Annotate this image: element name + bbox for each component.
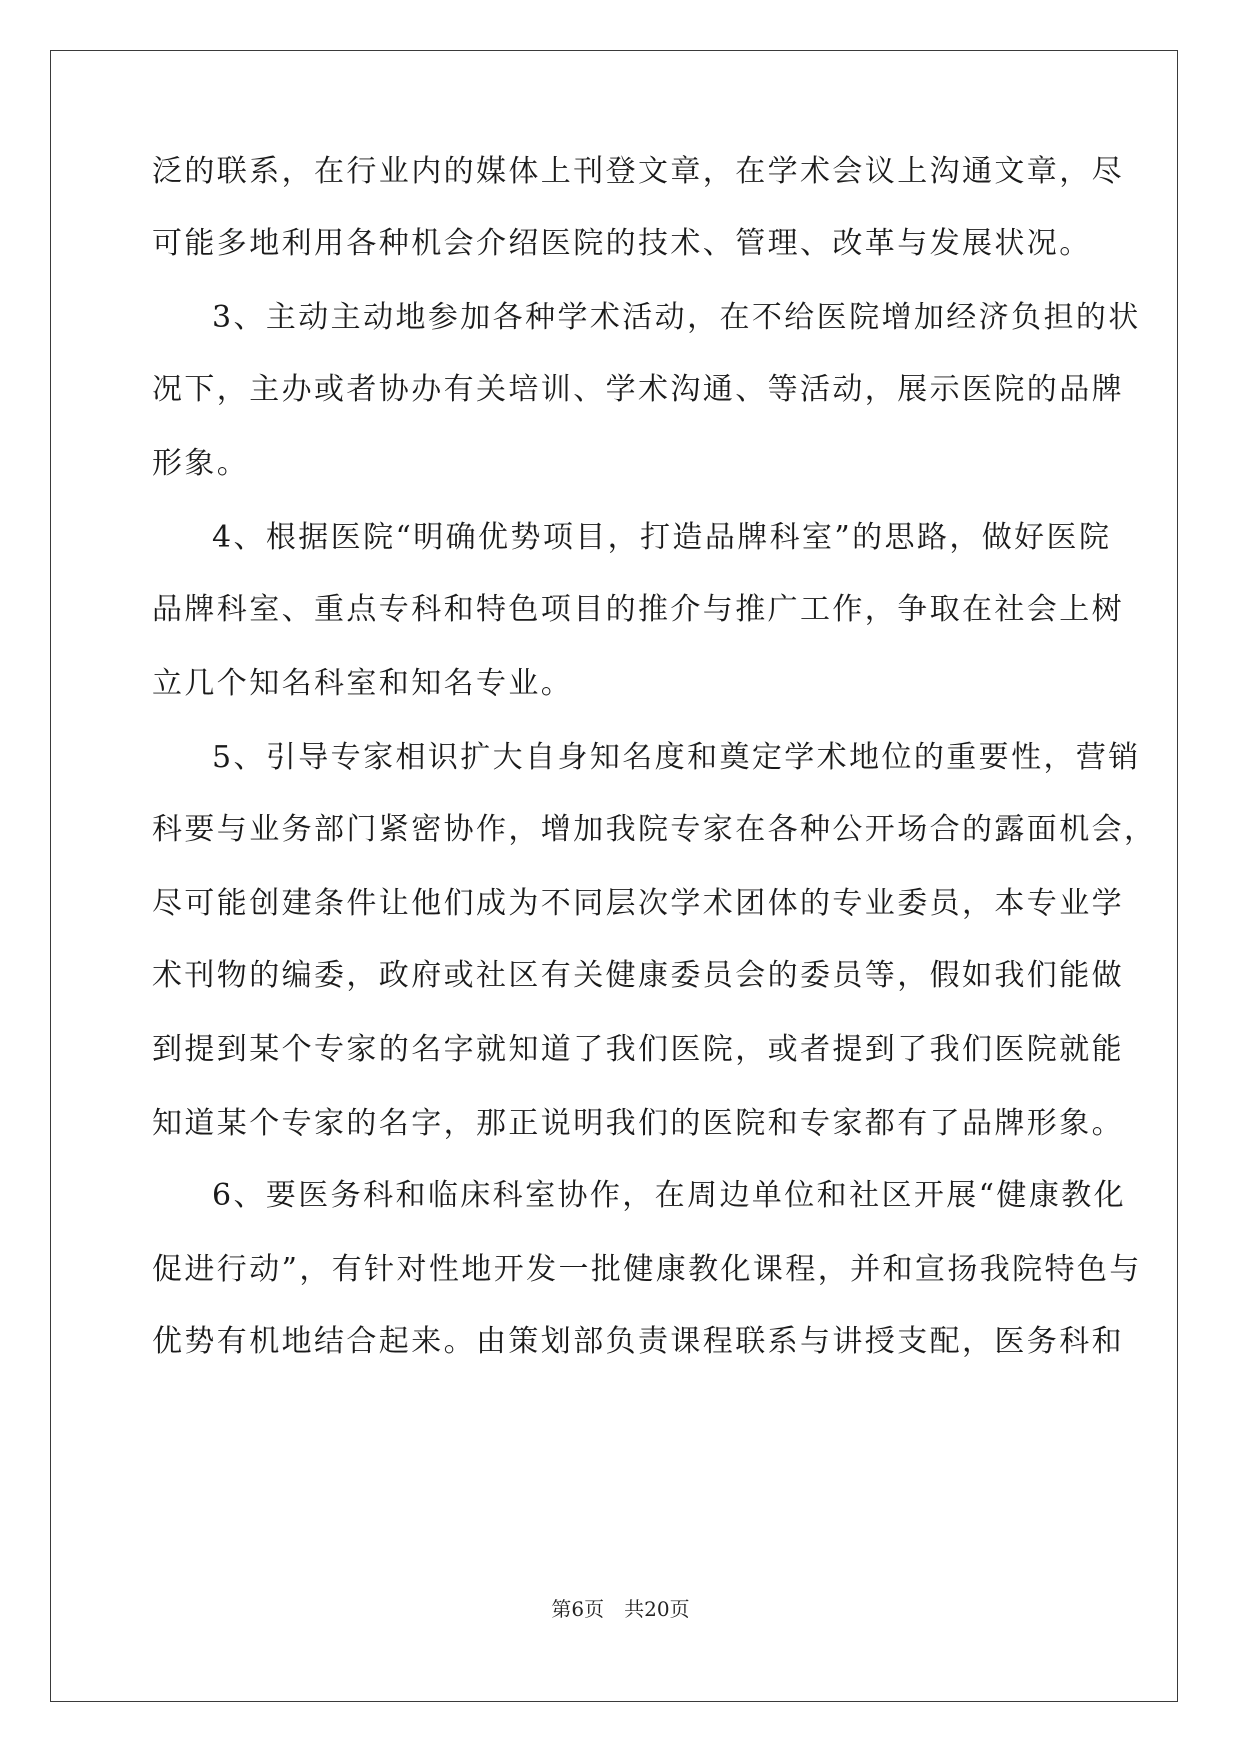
text-line: 立几个知名科室和知名专业。 [152, 666, 574, 701]
text-line: 形象。 [152, 446, 250, 481]
text-line: 尽可能创建条件让他们成为不同层次学术团体的专业委员，本专业学 [152, 886, 1124, 921]
text-line: 知道某个专家的名字，那正说明我们的医院和专家都有了品牌形象。 [152, 1106, 1124, 1141]
text-line: 科要与业务部门紧密协作，增加我院专家在各种公开场合的露面机会， [152, 812, 1157, 847]
paragraph-6-start: 6、要医务科和临床科室协作，在周边单位和社区开展“健康教化 [212, 1178, 1127, 1213]
text-line: 可能多地利用各种机会介绍医院的技术、管理、改革与发展状况。 [152, 226, 1092, 261]
text-line: 术刊物的编委，政府或社区有关健康委员会的委员等，假如我们能做 [152, 958, 1124, 993]
text-line: 况下，主办或者协办有关培训、学术沟通、等活动，展示医院的品牌 [152, 372, 1124, 407]
paragraph-4-start: 4、根据医院“明确优势项目，打造品牌科室”的思路，做好医院 [212, 520, 1112, 555]
text-line: 促进行动”，有针对性地开发一批健康教化课程，并和宣扬我院特色与 [152, 1252, 1142, 1287]
text-line: 到提到某个专家的名字就知道了我们医院，或者提到了我们医院就能 [152, 1032, 1124, 1067]
text-line: 泛的联系，在行业内的媒体上刊登文章，在学术会议上沟通文章，尽 [152, 154, 1124, 189]
paragraph-5-start: 5、引导专家相识扩大自身知名度和奠定学术地位的重要性，营销 [212, 740, 1141, 775]
text-line: 品牌科室、重点专科和特色项目的推介与推广工作，争取在社会上树 [152, 592, 1124, 627]
paragraph-3-start: 3、主动主动地参加各种学术活动，在不给医院增加经济负担的状 [212, 300, 1141, 335]
page-number-footer: 第6页 共20页 [551, 1597, 690, 1621]
text-line: 优势有机地结合起来。由策划部负责课程联系与讲授支配，医务科和 [152, 1324, 1124, 1359]
